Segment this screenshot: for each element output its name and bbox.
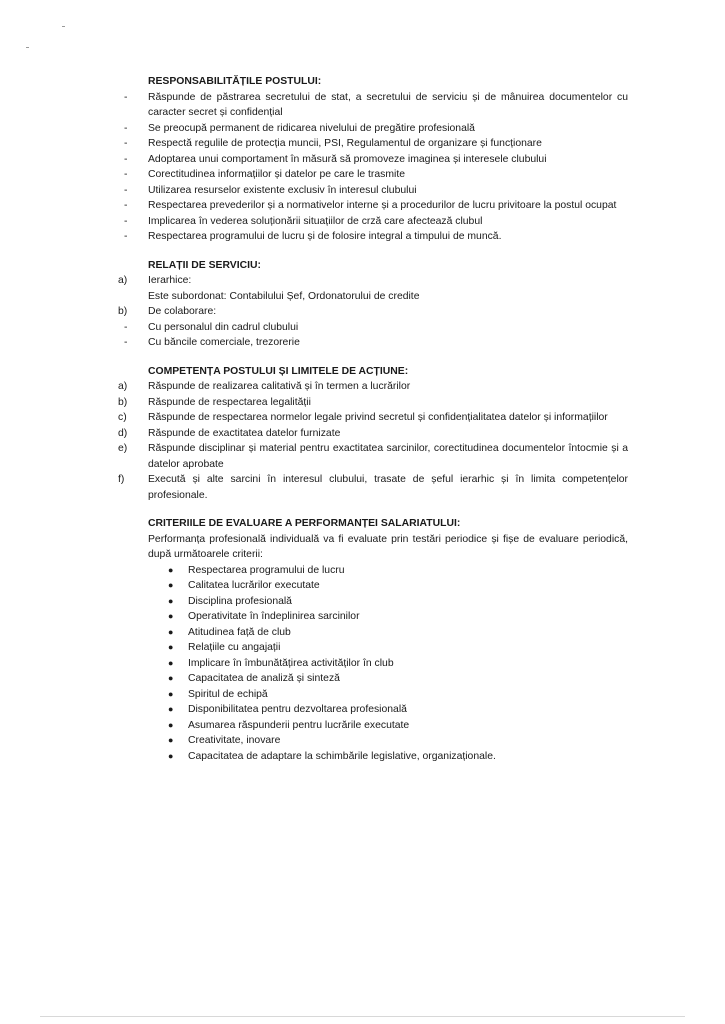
- item-marker: c): [118, 412, 127, 423]
- item-text: Răspunde de realizarea calitativă și în termen a lucrărilor: [148, 381, 411, 392]
- item-marker: ●: [168, 704, 174, 714]
- item-marker: ●: [168, 719, 174, 730]
- item-marker: ●: [168, 580, 174, 590]
- responsibility-item: [118, 198, 628, 214]
- scan-speck: [26, 47, 29, 48]
- scan-speck: [62, 26, 65, 27]
- item-text: Capacitatea de adaptare la schimbările legislative, organizaționale.: [188, 750, 496, 762]
- competence-item: [118, 410, 628, 426]
- item-marker: a): [118, 275, 128, 286]
- item-text: Respectarea prevederilor și a normativelor interne și a procedurilor de lucru privitoare la postul ocupat: [148, 200, 617, 211]
- responsibility-item: [118, 136, 628, 152]
- responsibility-item: [118, 90, 628, 121]
- item-text: Cu personalul din cadrul clubului: [148, 321, 299, 333]
- item-text: Relațiile cu angajații: [188, 642, 281, 653]
- item-text: Execută și alte sarcini în interesul clubului, trasate de șeful ierarhic și în limita competențelor profesionale.: [148, 474, 628, 501]
- item-marker: b): [118, 396, 128, 408]
- item-marker: ●: [168, 642, 174, 652]
- responsibilities-section: [118, 74, 628, 245]
- item-text: Cu băncile comerciale, trezorerie: [148, 337, 300, 348]
- criteria-item: [118, 578, 628, 594]
- item-text: Răspunde de păstrarea secretului de stat, a secretului de serviciu și de mânuirea documentelor cu caracter secret și confidențial: [148, 91, 628, 118]
- item-text: Corectitudinea informațiilor și datelor pe care le trasmite: [148, 169, 405, 180]
- item-marker: ●: [168, 657, 174, 668]
- relations-item-a: [118, 273, 628, 289]
- competence-heading: COMPETENȚA POSTULUI ȘI LIMITELE DE ACȚIUNE:: [148, 365, 409, 377]
- page-bottom-edge: [40, 1016, 685, 1017]
- item-text: Adoptarea unui comportament în măsură să promoveze imaginea și interesele clubului: [148, 153, 547, 165]
- item-marker: e): [118, 443, 128, 454]
- item-marker: -: [124, 122, 128, 134]
- item-text: Capacitatea de analiză și sinteză: [188, 673, 340, 684]
- item-marker: ●: [168, 673, 174, 683]
- criteria-heading: CRITERIILE DE EVALUARE A PERFORMANȚEI SALARIATULUI:: [148, 518, 461, 529]
- item-text: Se preocupă permanent de ridicarea nivelului de pregătire profesională: [148, 122, 475, 134]
- competence-item: [118, 395, 628, 411]
- relations-a-detail: Este subordonat: Contabilului Șef, Ordonatorului de credite: [148, 290, 420, 302]
- item-marker: -: [124, 169, 128, 180]
- criteria-item: [118, 563, 628, 579]
- responsibility-item: [118, 229, 628, 245]
- item-marker: ●: [168, 626, 174, 637]
- relations-heading: RELAȚII DE SERVICIU:: [148, 259, 261, 271]
- criteria-item: [118, 749, 628, 765]
- item-marker: -: [124, 153, 128, 165]
- item-text: Implicare în îmbunătățirea activităților în club: [188, 657, 394, 669]
- item-text: Răspunde de exactitatea datelor furnizate: [148, 427, 341, 439]
- item-marker: -: [124, 200, 128, 211]
- item-text: Utilizarea resurselor existente exclusiv în interesul clubului: [148, 184, 417, 196]
- item-text: Respectarea programului de lucru: [188, 564, 345, 576]
- criteria-intro: Performanța profesională individuală va fi evaluate prin testări periodice și fișe de evaluare periodică, după următoarele criterii:: [148, 533, 628, 560]
- item-text: Calitatea lucrărilor executate: [188, 580, 320, 591]
- item-marker: ●: [168, 688, 174, 699]
- item-text: Implicarea în vederea soluționării situațiilor de crză care afectează clubul: [148, 215, 483, 227]
- criteria-item: [118, 733, 628, 749]
- item-text: Atitudinea față de club: [188, 626, 291, 638]
- criteria-item: [118, 640, 628, 656]
- item-text: Respectarea programului de lucru și de folosire integral a timpului de muncă.: [148, 231, 502, 242]
- relations-b-item: [118, 335, 628, 351]
- item-marker: ●: [168, 750, 174, 761]
- item-text: Asumarea răspunderii pentru lucrările executate: [188, 719, 410, 731]
- criteria-list: [118, 563, 628, 765]
- item-marker: ●: [168, 595, 174, 606]
- item-marker: -: [124, 184, 128, 196]
- criteria-item: [118, 702, 628, 718]
- item-marker: -: [124, 91, 128, 103]
- item-marker: -: [124, 215, 128, 227]
- item-marker: -: [124, 231, 128, 242]
- criteria-item: [118, 718, 628, 734]
- competence-list: [118, 379, 628, 503]
- item-text: Răspunde de respectarea legalității: [148, 396, 311, 408]
- item-marker: d): [118, 427, 128, 439]
- competence-section: [118, 364, 628, 504]
- responsibility-item: [118, 152, 628, 168]
- competence-item: [118, 426, 628, 442]
- item-marker: -: [124, 321, 128, 333]
- responsibility-item: [118, 167, 628, 183]
- criteria-item: [118, 625, 628, 641]
- item-marker: b): [118, 306, 128, 317]
- item-marker: -: [124, 337, 128, 348]
- responsibility-item: [118, 121, 628, 137]
- competence-item: [118, 379, 628, 395]
- relations-b-label: De colaborare:: [148, 306, 217, 317]
- responsibility-item: [118, 214, 628, 230]
- relations-b-list: [118, 320, 628, 351]
- item-text: Creativitate, inovare: [188, 735, 281, 746]
- item-text: Disponibilitatea pentru dezvoltarea profesională: [188, 704, 407, 715]
- relations-item-b: [118, 304, 628, 320]
- item-marker: a): [118, 381, 128, 392]
- competence-item: [118, 441, 628, 472]
- item-text: Respectă regulile de protecția muncii, PSI, Regulamentul de organizare și funcționare: [148, 138, 542, 149]
- item-text: Răspunde de respectarea normelor legale privind secretul și confidențialitatea datelor și informațiilor: [148, 412, 608, 423]
- relations-a-label: Ierarhice:: [148, 275, 192, 286]
- relations-section: [118, 258, 628, 351]
- item-marker: ●: [168, 735, 174, 745]
- criteria-item: [118, 594, 628, 610]
- item-marker: ●: [168, 564, 174, 575]
- item-text: Disciplina profesională: [188, 595, 292, 607]
- item-text: Operativitate în îndeplinirea sarcinilor: [188, 611, 360, 622]
- responsibilities-heading: RESPONSABILITĂȚILE POSTULUI:: [148, 76, 322, 87]
- item-text: Răspunde disciplinar și material pentru exactitatea sarcinilor, corectitudinea documentelor întocmie și a datelor aprobate: [148, 443, 628, 470]
- relations-b-item: [118, 320, 628, 336]
- competence-item: [118, 472, 628, 503]
- criteria-section: [118, 516, 628, 764]
- criteria-item: [118, 671, 628, 687]
- item-text: Spiritul de echipă: [188, 688, 268, 700]
- item-marker: f): [118, 474, 125, 485]
- item-marker: ●: [168, 611, 174, 621]
- item-marker: -: [124, 138, 128, 149]
- responsibilities-list: [118, 90, 628, 245]
- criteria-item: [118, 609, 628, 625]
- responsibility-item: [118, 183, 628, 199]
- criteria-item: [118, 687, 628, 703]
- document-body: [118, 74, 628, 777]
- criteria-item: [118, 656, 628, 672]
